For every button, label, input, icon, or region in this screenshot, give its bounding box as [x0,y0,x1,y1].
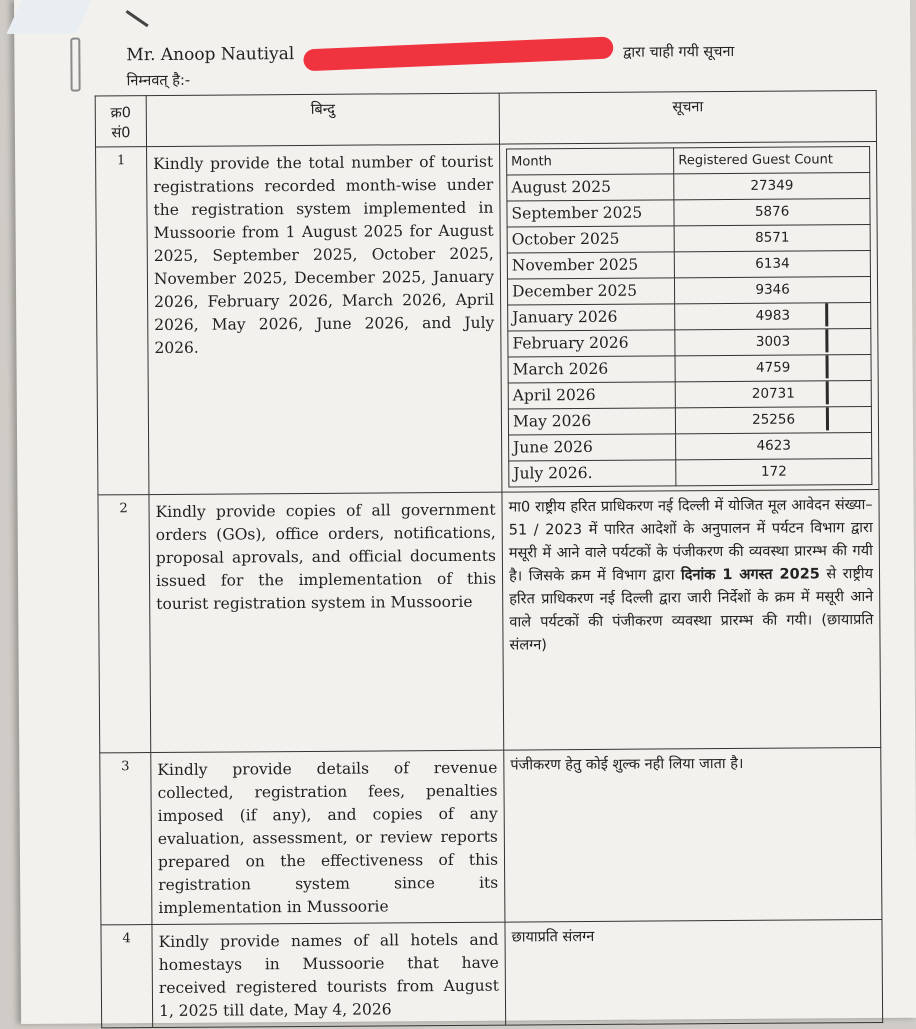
count-value: 20731 [751,385,795,402]
applicant-name: Mr. Anoop Nautiyal [126,44,295,66]
month-cell: November 2025 [507,252,674,279]
pen-bracket-mark [825,303,828,326]
col-point: बिन्दु [146,93,499,146]
pen-mark [126,10,149,27]
count-cell [674,251,870,278]
staple-mark [70,38,80,92]
count-value: 4759 [755,359,791,376]
registration-row [507,199,870,228]
registration-row [507,173,870,202]
count-value: 172 [760,463,787,480]
count-cell [675,381,871,408]
info-text-b: से राष्ट्रीय हरित प्राधिकरण नई दिल्ली द्वारा जारी निर्देशों के क्रम में मसूरी आने वाले पर्यटकों की पंजीकरण व्यवस्था प्रारम्भ की गयी। (छायाप्रति संलग्न) [509,566,874,654]
count-value: 3003 [755,333,791,350]
month-cell: December 2025 [507,278,674,305]
month-cell: July 2026. [509,460,676,487]
row-sno: 3 [100,753,152,925]
count-value: 4623 [756,437,791,454]
info-date-bold: दिनांक 1 अगस्त 2025 [680,566,820,584]
registration-row [509,459,872,488]
month-cell: April 2026 [508,382,675,409]
count-value: 5876 [754,203,790,220]
row-info: पंजीकरण हेतु कोई शुल्क नही लिया जाता है। [504,747,882,922]
row-sno: 1 [96,147,149,495]
registration-row [509,433,872,462]
registration-row [507,251,870,280]
header-suffix: द्वारा चाही गयी सूचना [622,43,735,61]
pen-bracket-mark [825,329,828,352]
month-cell: August 2025 [507,174,674,201]
count-value: 25256 [752,411,796,428]
document-page [14,0,916,1024]
row-point: Kindly provide the total number of tourist registrations recorded month-wise under the registration system implemented in Mussoorie from 1 August 2025 for August 2025, September 2025, October 2025, November 2025, December 2025, January 2026, February 2026, March 2026, April 2026, May 2026, June 2026, and July 2026. [147,144,502,494]
registration-row [507,277,870,306]
row-point: Kindly provide copies of all government orders (GOs), office orders, notifications, proposal aprovals, and official documents issued for the implementation of this tourist registration system in Mussoorie [149,492,504,752]
registration-row [507,225,870,254]
table-row [101,919,883,1027]
count-value: 27349 [750,177,794,194]
count-cell [676,433,872,460]
month-cell: September 2025 [507,200,674,227]
count-cell [675,277,871,304]
row-sno: 4 [101,925,153,1028]
row-point: Kindly provide names of all hotels and homestays in Mussoorie that have received registered tourists from August 1, 2025 till date, May 4, 2026 [152,922,506,1027]
registration-row [508,303,871,332]
registration-header [507,147,870,176]
month-cell: January 2026 [508,304,675,331]
row-info [502,489,881,750]
count-value: 4983 [755,307,791,324]
row-info: छायाप्रति संलग्न [505,919,883,1025]
count-cell [674,199,870,226]
col-info: सूचना [499,90,876,144]
row-point: Kindly provide details of revenue collected, registration fees, penalties imposed (if any), and copies of any evaluation, assessment, or review reports prepared on the effectiveness of this registration system since its implementation in Mussoorie [151,750,505,924]
rti-response-table [95,90,883,1028]
registration-row [508,407,871,436]
count-value: 9346 [755,281,790,298]
registration-row [508,329,871,358]
pen-bracket-mark [826,355,829,378]
month-cell: October 2025 [507,226,674,253]
month-header: Month [507,148,674,175]
count-header: Registered Guest Count [674,147,870,174]
count-value: 6134 [755,255,790,272]
registration-table [506,146,872,488]
registration-row [508,381,871,410]
month-cell: June 2026 [509,434,676,461]
pen-bracket-mark [826,407,829,430]
col-sno: क्र0 सं0 [95,96,146,147]
count-value: 8571 [755,229,790,246]
row-sno: 2 [98,495,151,753]
redaction-mark [303,36,614,71]
month-cell: February 2026 [508,330,675,357]
count-cell [674,225,870,252]
registration-row [508,355,871,384]
letter-header [126,38,846,93]
header-line2: निम्नवत् है:- [126,72,191,90]
count-cell [675,303,871,330]
info-text-a: मा0 राष्ट्रीय हरित प्राधिकरण नई दिल्ली में योजित मूल आवेदन संख्या–51 / 2023 में पारित आदेशों के अनुपालन में पर्यटन विभाग द्वारा मसूरी में आने वाले पर्यटकों के पंजीकरण की व्यवस्था प्रारम्भ की गयी है। जिसके क्रम में विभाग द्वारा [508,497,873,585]
table-header-row [95,90,876,146]
count-cell [674,173,870,200]
count-cell [676,407,872,434]
table-row [100,747,882,924]
pen-bracket-mark [826,381,829,404]
table-row [98,489,881,752]
table-row [96,141,879,494]
count-cell [675,355,871,382]
month-cell: May 2026 [508,408,675,435]
month-cell: March 2026 [508,356,675,383]
count-cell [676,459,872,486]
registration-cell [500,141,879,492]
count-cell [675,329,871,356]
folded-corner [6,0,92,34]
